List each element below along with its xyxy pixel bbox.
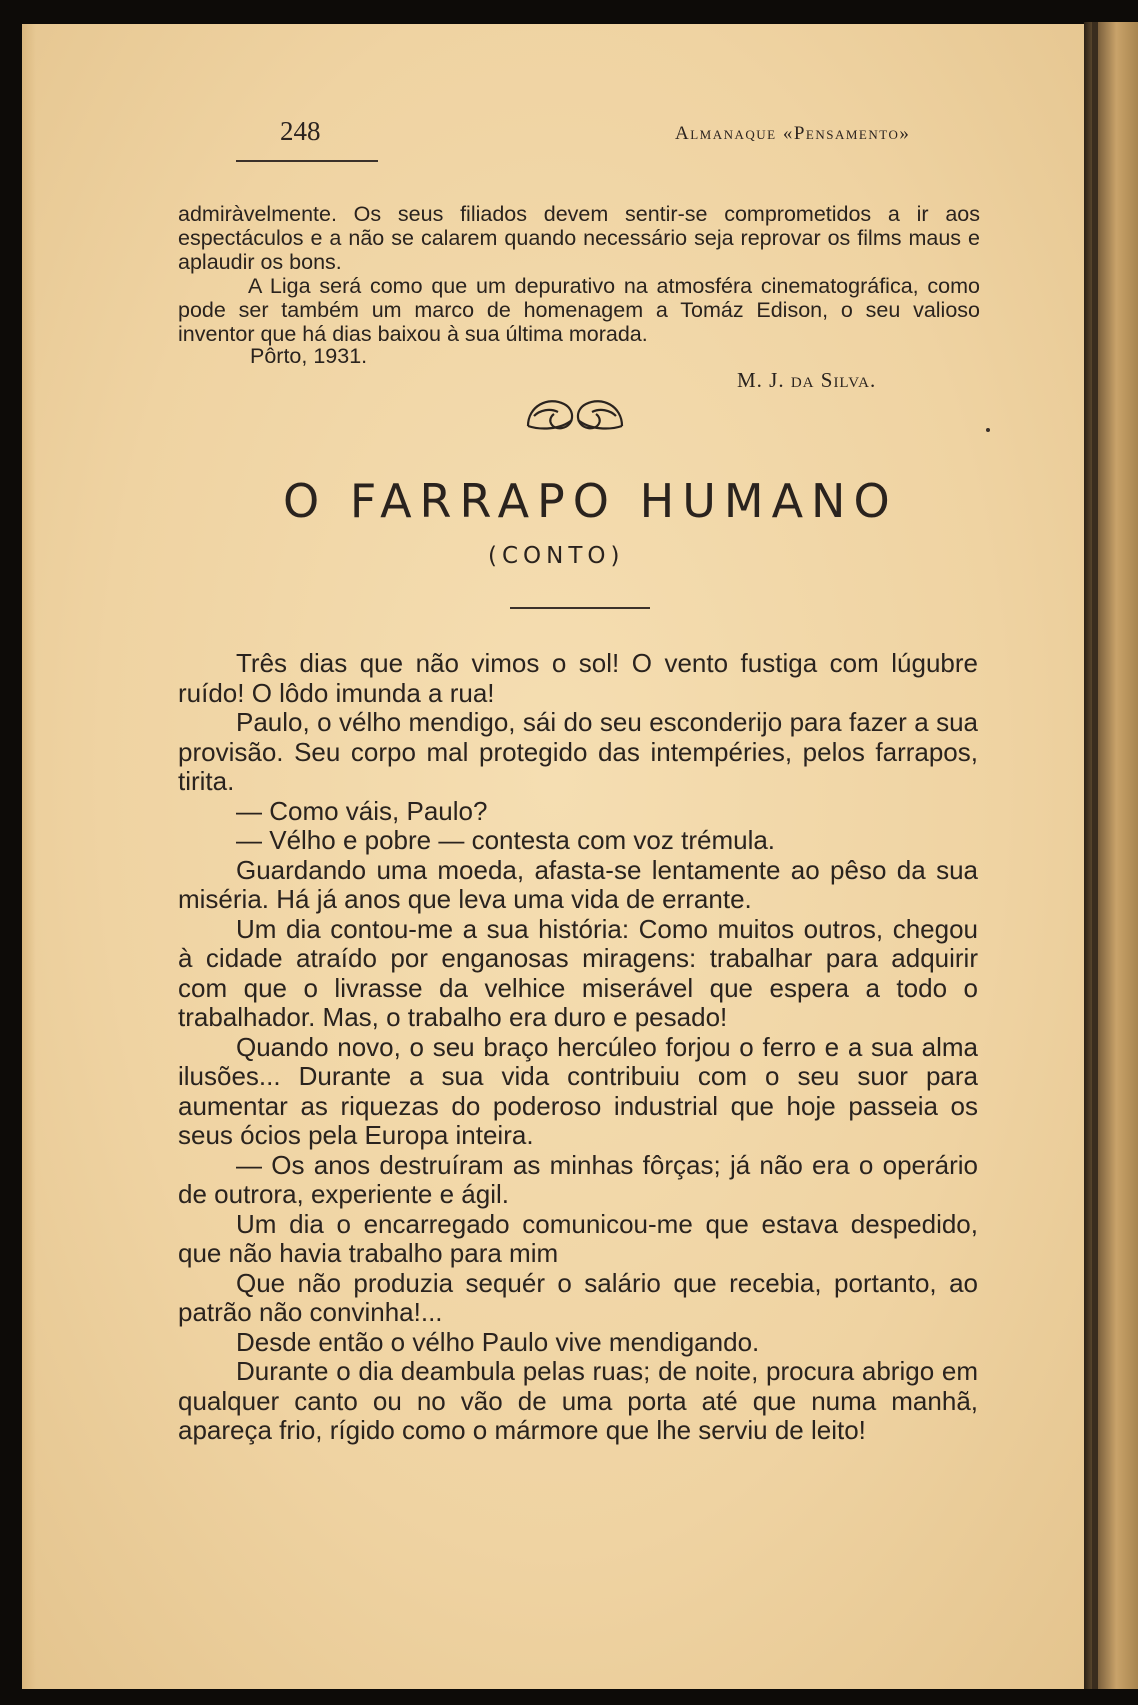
story-title: O FARRAPO HUMANO (283, 474, 898, 528)
print-speck (986, 428, 990, 432)
story-paragraph: Paulo, o vélho mendigo, sái do seu esconderijo para fazer a sua provisão. Seu corpo mal protegido das intempéries, pelos farrapos, tirita. (178, 707, 978, 796)
title-rule (510, 607, 650, 609)
page-number: 248 (280, 116, 321, 146)
story-paragraph: — Vélho e pobre — contesta com voz trémula. (236, 825, 776, 855)
story-paragraph: — Os anos destruíram as minhas fôrças; já não era o operário de outrora, experiente e ágil. (178, 1149, 978, 1209)
page-left-edge (22, 24, 36, 1689)
story-subtitle: (CONTO) (488, 543, 625, 569)
story-paragraph: Um dia o encarregado comunicou-me que estava despedido, que não havia trabalho para mim (178, 1208, 978, 1268)
place-date: Pôrto, 1931. (250, 344, 368, 368)
story-paragraph: Três dias que não vimos o sol! O vento fustiga com lúgubre ruído! O lôdo imunda a rua! (178, 648, 978, 708)
story-body (178, 649, 978, 1446)
story-paragraph: Desde então o vélho Paulo vive mendigando. (236, 1326, 760, 1357)
story-paragraph: Um dia contou-me a sua história: Como muitos outros, chegou à cidade atraído por enganosas miragens: trabalhar para adquirir com que o livrasse da velhice miserável que espera a todo o trabalhador. Mas, o trabalho era duro e pesado! (178, 913, 978, 1032)
story-paragraph: Guardando uma moeda, afasta-se lentamente ao pêso da sua miséria. Há já anos que leva uma vida de errante. (178, 854, 978, 914)
header-rule (236, 160, 378, 162)
running-title: Almanaque «Pensamento» (675, 123, 911, 144)
story-paragraph: Que não produzia sequér o salário que recebia, portanto, ao patrão não convinha!... (178, 1267, 978, 1327)
ornament-icon (520, 390, 630, 434)
story-paragraph: — Como váis, Paulo? (236, 795, 488, 826)
story-paragraph: Quando novo, o seu braço hercúleo forjou o ferro e a sua alma ilusões... Durante a sua vida contribuiu com o seu suor para aumentar as riquezas do poderoso industrial que hoje passeia os seus ócios pela Europa inteira. (178, 1031, 978, 1150)
prev-paragraph-1: admiràvelmente. Os seus filiados devem sentir-se comprometidos a ir aos espectáculos e a não se calarem quando necessário seja reprovar os films maus e aplaudir os bons. (178, 202, 980, 274)
prev-paragraph-2: A Liga será como que um depurativo na atmosféra cinematográfica, como pode ser também um marco de homenagem a Tomáz Edison, o seu valioso inventor que há dias baixou à sua última morada. (178, 274, 980, 346)
story-paragraph: Durante o dia deambula pelas ruas; de noite, procura abrigo em qualquer canto ou no vão de uma porta até que numa manhã, apareça frio, rígido como o mármore que lhe serviu de leito! (178, 1356, 978, 1445)
book-spine (1092, 22, 1098, 1689)
author-signature: M. J. da Silva. (737, 368, 877, 392)
